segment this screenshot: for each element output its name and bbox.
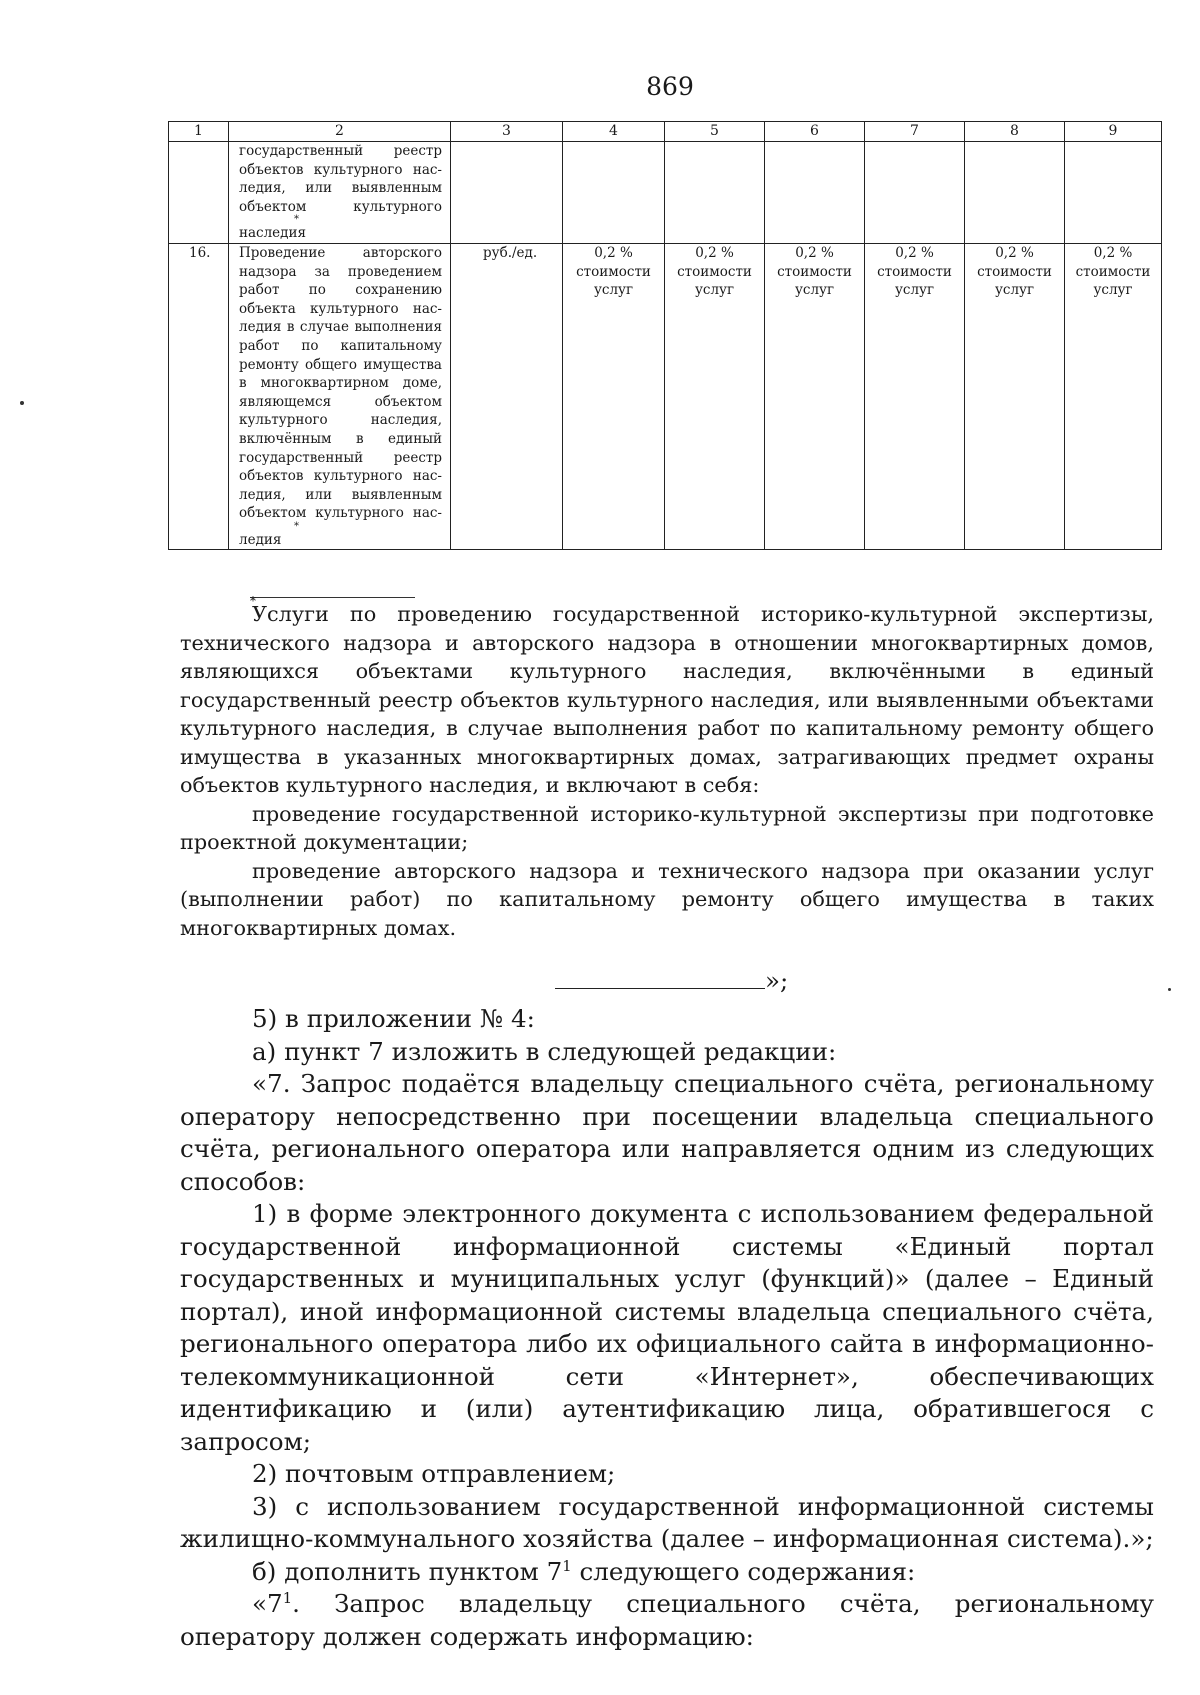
page-number: 869 (646, 72, 694, 101)
paragraph: «7. Запрос подаётся владельцу специального счёта, региональному оператору непосредственно при посещении владельца специального счёта, регионального оператора или направляется одним из следующих способов: (180, 1069, 1154, 1196)
row-number-cell: 16. (169, 243, 229, 550)
unit-cell: руб./ед. (451, 243, 563, 550)
desc-line: Проведение авторского (239, 244, 442, 261)
value-line: 0,2 % (795, 244, 834, 261)
desc-line: объекта культурного нас- (239, 300, 442, 317)
desc-line: ледия, или выявленным (239, 486, 442, 503)
paragraph: 2) почтовым отправлением; (252, 1459, 616, 1488)
col-header: 9 (1065, 122, 1162, 142)
desc-line: государственный реестр (239, 143, 442, 159)
desc-line: объектов культурного нас- (239, 161, 442, 178)
paragraph: 5) в приложении № 4: (252, 1004, 535, 1033)
paragraph-part: «7 (252, 1589, 283, 1618)
col-header: 8 (965, 122, 1065, 142)
desc-line: государственный реестр (239, 449, 442, 466)
asterisk-mark: * (294, 214, 299, 226)
paragraph-part: . Запрос владельцу специального счёта, региональному оператору должен содержать информацию: (180, 1589, 1154, 1651)
value-line: стоимости (576, 263, 651, 280)
col-header: 3 (451, 122, 563, 142)
value-line: услуг (1093, 282, 1133, 299)
value-line: стоимости (977, 263, 1052, 280)
services-table (168, 121, 1162, 550)
desc-line: включённым в единый (239, 430, 442, 447)
desc-line: объектов культурного нас- (239, 468, 442, 485)
value-cell (965, 243, 1065, 550)
closing-underline (555, 968, 765, 989)
value-cell (865, 243, 965, 550)
closing-line (180, 965, 1154, 998)
paragraph (180, 1588, 1154, 1653)
desc-line: культурного наследия, (239, 412, 442, 429)
table-row-continued (169, 142, 1162, 244)
asterisk-mark: * (294, 520, 299, 532)
paragraph-part: следующего содержания: (571, 1556, 916, 1586)
col-header: 4 (563, 122, 665, 142)
description-cell (229, 243, 451, 550)
value-line: 0,2 % (995, 244, 1034, 261)
value-line: услуг (794, 282, 835, 299)
col-header: 6 (765, 122, 865, 142)
table-row-16 (169, 243, 1162, 550)
value-line: стоимости (1075, 263, 1151, 280)
desc-line: надзора за проведением (239, 263, 442, 280)
desc-line: ледия в случае выполнения (239, 319, 442, 336)
paragraph: 3) с использованием государственной информационной системы жилищно-коммунального хозяйства (далее – информационная система).»; (180, 1491, 1154, 1553)
desc-line: ледия (239, 531, 282, 548)
main-text (180, 1003, 1154, 1653)
col-header: 7 (865, 122, 965, 142)
footnote-asterisk: * (250, 594, 256, 608)
desc-line: ледия, или выявленным (239, 180, 442, 197)
value-cell (765, 243, 865, 550)
value-line: 0,2 % (594, 244, 633, 261)
footnote-paragraph: Услуги по проведению государственной историко-культурной экспертизы, технического надзора и авторского надзора в отношении многоквартирных домов, являющихся объектами культурного наследия, включёнными в единый государственный реестр объектов культурного наследия, или выявленными объектами культурного наследия, в случае выполнения работ по капитальному ремонту общего имущества в указанных многоквартирных домах, затрагивающих предмет охраны объектов культурного наследия, и включают в себя: (180, 602, 1154, 797)
closing-quote: »; (765, 966, 789, 995)
value-line: стоимости (877, 263, 952, 280)
value-line: стоимости (777, 263, 852, 280)
paragraph: а) пункт 7 изложить в следующей редакции: (252, 1036, 837, 1066)
desc-line: работ по сохранению (239, 282, 442, 299)
value-line: услуг (894, 282, 935, 299)
value-cell (665, 142, 765, 244)
value-line: услуг (593, 282, 634, 299)
col-header: 1 (169, 122, 229, 142)
scan-speck (1168, 988, 1171, 991)
desc-line: в многоквартирном доме, (239, 375, 442, 392)
row-number-cell (169, 142, 229, 244)
footnote-text (180, 600, 1154, 942)
desc-line: объектом культурного нас- (239, 505, 442, 522)
desc-line: являющемся объектом (239, 393, 442, 410)
scan-speck (20, 401, 24, 405)
col-header: 2 (229, 122, 451, 142)
superscript: 1 (282, 1589, 293, 1607)
desc-line: ремонту общего имущества (239, 356, 442, 373)
col-header: 5 (665, 122, 765, 142)
paragraph-part: б) дополнить пунктом 7 (252, 1556, 563, 1586)
desc-line: объектом культурного (239, 198, 442, 215)
footnote-separator (250, 597, 415, 598)
value-cell (765, 142, 865, 244)
unit-cell (451, 142, 563, 244)
desc-line: работ по капитальному (239, 337, 442, 354)
value-line: 0,2 % (695, 244, 734, 261)
desc-line: наследия (239, 225, 306, 242)
footnote-paragraph: проведение авторского надзора и технического надзора при оказании услуг (выполнении работ) по капитальному ремонту общего имущества в таких многоквартирных домах. (180, 858, 1154, 940)
value-cell (665, 243, 765, 550)
superscript: 1 (562, 1557, 572, 1575)
value-cell (1065, 142, 1162, 244)
table-header-row (169, 122, 1162, 142)
value-line: услуг (994, 282, 1035, 299)
value-cell (965, 142, 1065, 244)
value-cell (1065, 243, 1162, 550)
value-cell (563, 243, 665, 550)
value-line: 0,2 % (895, 244, 934, 261)
value-line: стоимости (677, 263, 752, 280)
description-cell (229, 142, 451, 244)
value-line: услуг (694, 282, 735, 299)
paragraph (180, 1556, 1154, 1589)
paragraph: 1) в форме электронного документа с использованием федеральной государственной информационной системы «Единый портал государственных и муниципальных услуг (функций)» (далее – Единый портал), иной информационной системы владельца специального счёта, регионального оператора либо их официального сайта в информационно-телекоммуникационной сети «Интернет», обеспечивающих идентификацию и (или) аутентификацию лица, обратившегося с запросом; (180, 1199, 1154, 1456)
footnote-paragraph: проведение государственной историко-культурной экспертизы при подготовке проектной документации; (180, 801, 1154, 854)
value-cell (865, 142, 965, 244)
value-line: 0,2 % (1093, 244, 1133, 261)
value-cell (563, 142, 665, 244)
